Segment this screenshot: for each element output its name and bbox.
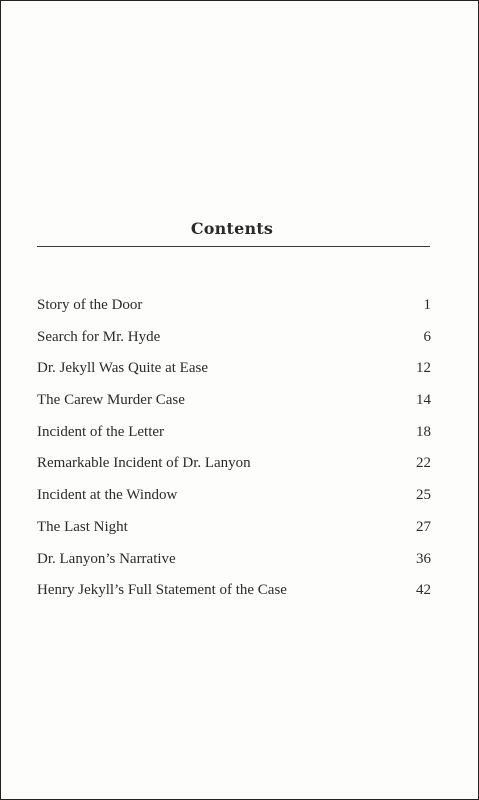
toc-entry xyxy=(37,517,433,549)
toc-entry xyxy=(37,422,433,454)
toc-entry-page-number: 18 xyxy=(416,423,431,440)
toc-entry-title: Dr. Lanyon’s Narrative xyxy=(37,550,176,567)
toc-entry xyxy=(37,549,433,581)
toc-entry-page-number: 6 xyxy=(423,328,431,345)
toc-entry xyxy=(37,295,433,327)
toc-entry-page-number: 36 xyxy=(416,550,431,567)
toc-entry-title: Remarkable Incident of Dr. Lanyon xyxy=(37,455,251,472)
toc-entry xyxy=(37,453,433,485)
toc-entry xyxy=(37,390,433,422)
heading-rule xyxy=(37,246,430,247)
toc-entry-page-number: 42 xyxy=(416,582,431,599)
toc-entry-title: Incident of the Letter xyxy=(37,423,165,440)
toc-entry-title: The Last Night xyxy=(37,518,128,535)
toc-entry-title: Search for Mr. Hyde xyxy=(37,328,161,345)
toc-entry-title: Henry Jekyll’s Full Statement of the Case xyxy=(37,582,287,599)
toc-entry xyxy=(37,327,433,359)
toc-entry-page-number: 25 xyxy=(416,487,431,504)
toc-entry-page-number: 22 xyxy=(416,455,431,472)
toc-entry xyxy=(37,485,433,517)
toc-entry xyxy=(37,358,433,390)
toc-entry-page-number: 1 xyxy=(423,297,431,313)
contents-heading: Contents xyxy=(190,219,274,238)
toc-entry xyxy=(37,580,433,612)
toc-entry-title: Dr. Jekyll Was Quite at Ease xyxy=(37,360,208,377)
toc-entry-page-number: 12 xyxy=(416,360,431,377)
toc-entry-title: Story of the Door xyxy=(37,297,143,313)
toc-entry-page-number: 27 xyxy=(416,518,431,535)
toc-entry-page-number: 14 xyxy=(416,392,431,409)
toc-entry-title: The Carew Murder Case xyxy=(37,392,185,409)
toc-entry-title: Incident at the Window xyxy=(37,487,178,504)
table-of-contents xyxy=(37,295,433,612)
